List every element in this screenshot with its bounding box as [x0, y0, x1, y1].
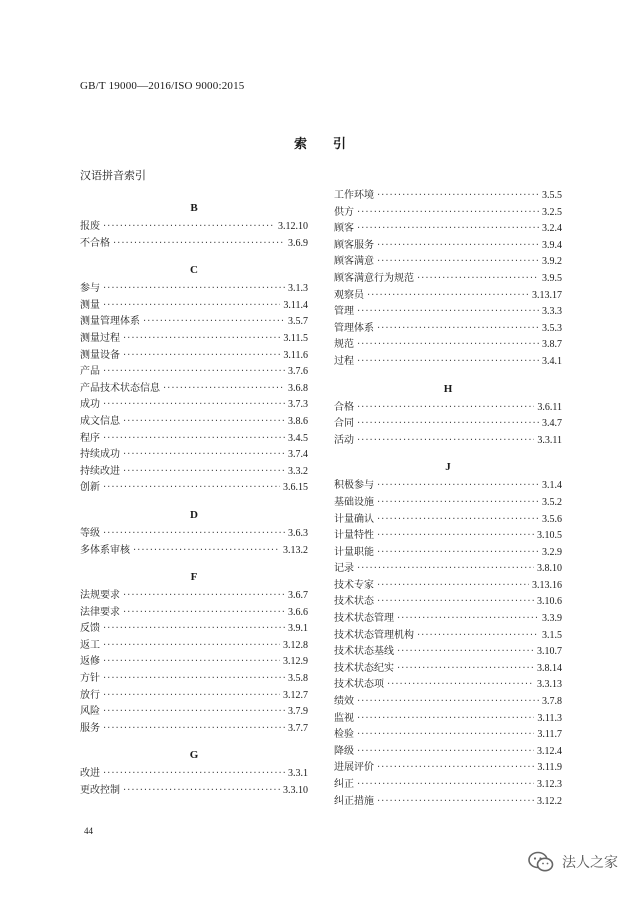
index-term: 基础设施 [334, 496, 374, 508]
index-entry [80, 298, 308, 315]
index-entry [80, 397, 308, 414]
index-term: 反馈 [80, 623, 100, 635]
leader-dots [103, 219, 275, 236]
index-reference: 3.5.6 [542, 513, 562, 525]
index-entry [80, 526, 308, 543]
index-entry [334, 416, 562, 433]
index-entry [80, 671, 308, 688]
leader-dots [357, 304, 539, 321]
index-entry [334, 794, 562, 811]
index-term: 测量管理体系 [80, 316, 140, 328]
index-reference: 3.3.13 [537, 679, 562, 691]
index-reference: 3.8.7 [542, 339, 562, 351]
index-reference: 3.12.8 [283, 639, 308, 651]
index-title-char: 索 [293, 137, 307, 152]
leader-dots [377, 594, 534, 611]
index-reference: 3.13.17 [532, 289, 562, 301]
index-term: 创新 [80, 482, 100, 494]
index-term: 纠正 [334, 779, 354, 790]
index-entry [334, 337, 562, 354]
index-entry [80, 605, 308, 622]
index-reference: 3.6.7 [288, 590, 308, 602]
index-term: 参与 [80, 283, 100, 295]
index-entry [80, 704, 308, 721]
leader-dots [357, 416, 539, 433]
index-term: 产品 [80, 366, 100, 378]
index-reference: 3.2.4 [542, 223, 562, 235]
section-letter: J [445, 461, 451, 474]
leader-dots [163, 381, 285, 398]
index-entry [80, 447, 308, 464]
leader-dots [377, 545, 539, 562]
index-term: 测量过程 [80, 332, 120, 344]
leader-dots [377, 578, 529, 595]
index-entry [80, 431, 308, 448]
index-entry [334, 711, 562, 728]
index-reference: 3.8.6 [288, 415, 308, 427]
index-entry [334, 478, 562, 495]
index-entry [334, 238, 562, 255]
index-term: 测量设备 [80, 349, 120, 361]
index-reference: 3.6.6 [288, 606, 308, 618]
index-term: 计量确认 [334, 513, 374, 525]
index-entry [334, 661, 562, 678]
index-term: 程序 [80, 432, 100, 444]
index-reference: 3.9.4 [542, 239, 562, 251]
index-reference: 3.4.1 [542, 355, 562, 367]
index-reference: 3.9.1 [288, 623, 308, 635]
leader-dots [103, 766, 285, 783]
index-subtitle: 汉语拼音索引 [80, 169, 146, 182]
index-entry [80, 348, 308, 365]
index-entry [80, 621, 308, 638]
index-reference: 3.7.8 [542, 696, 562, 708]
index-entry [334, 528, 562, 545]
leader-dots [103, 704, 285, 721]
index-term: 法规要求 [80, 590, 120, 602]
index-term: 绩效 [334, 696, 354, 708]
index-term: 持续成功 [80, 449, 120, 461]
index-entry [334, 594, 562, 611]
document-header: GB/T 19000—2016/ISO 9000:2015 [80, 80, 245, 92]
index-term: 合同 [334, 418, 354, 430]
index-reference: 3.5.8 [288, 673, 308, 685]
index-term: 降级 [334, 745, 354, 757]
index-reference: 3.11.3 [537, 712, 562, 724]
index-term: 计量特性 [334, 530, 374, 542]
page-number: 44 [84, 826, 93, 836]
index-term: 产品技术状态信息 [80, 382, 160, 394]
index-entry [334, 188, 562, 205]
leader-dots [397, 644, 534, 661]
index-entry [334, 644, 562, 661]
leader-dots [143, 314, 285, 331]
leader-dots [123, 447, 285, 464]
index-reference: 3.8.10 [537, 563, 562, 575]
leader-dots [103, 621, 285, 638]
index-reference: 3.10.6 [537, 596, 562, 608]
leader-dots [377, 760, 534, 777]
leader-dots [397, 611, 539, 628]
index-entry [334, 611, 562, 628]
index-term: 监视 [334, 712, 354, 724]
index-term: 规范 [334, 339, 354, 351]
index-entry [80, 766, 308, 783]
index-entry [334, 628, 562, 645]
leader-dots [367, 288, 529, 305]
section-letter: C [190, 264, 198, 277]
index-entry [80, 721, 308, 738]
index-reference: 3.7.3 [288, 399, 308, 411]
index-term: 顾客服务 [334, 239, 374, 251]
index-term: 管理体系 [334, 322, 374, 334]
leader-dots [103, 671, 285, 688]
index-entry [334, 727, 562, 744]
index-reference: 3.11.7 [537, 729, 562, 741]
index-title [0, 133, 640, 152]
index-reference: 3.5.5 [542, 190, 562, 201]
section-letter: F [190, 571, 198, 584]
index-term: 技术状态纪实 [334, 662, 394, 674]
index-term: 合格 [334, 401, 354, 413]
leader-dots [103, 526, 285, 543]
leader-dots [357, 694, 539, 711]
index-entry [334, 694, 562, 711]
index-reference: 3.10.7 [537, 646, 562, 658]
right-column [334, 188, 562, 810]
section-letter: D [190, 508, 198, 521]
leader-dots [377, 238, 539, 255]
leader-dots [377, 478, 539, 495]
index-entry [334, 433, 562, 450]
index-term: 方针 [80, 673, 100, 685]
leader-dots [103, 298, 280, 315]
index-reference: 3.5.2 [542, 496, 562, 508]
index-term: 活动 [334, 434, 354, 446]
index-term: 技术状态管理机构 [334, 629, 414, 641]
index-term: 等级 [80, 527, 100, 539]
index-entry [334, 760, 562, 777]
index-entry [334, 354, 562, 371]
index-term: 供方 [334, 206, 354, 218]
index-entry [80, 414, 308, 431]
leader-dots [357, 744, 534, 761]
index-term: 法律要求 [80, 606, 120, 618]
leader-dots [357, 561, 534, 578]
index-reference: 3.1.3 [288, 283, 308, 295]
index-term: 检验 [334, 729, 354, 741]
index-term: 风险 [80, 706, 100, 718]
index-entry [334, 578, 562, 595]
index-entry [80, 480, 308, 497]
index-reference: 3.13.16 [532, 579, 562, 591]
section-letter: B [190, 202, 198, 214]
index-reference: 3.11.6 [283, 349, 308, 361]
leader-dots [357, 337, 539, 354]
leader-dots [123, 348, 280, 365]
index-reference: 3.5.3 [542, 322, 562, 334]
index-term: 技术状态项 [334, 679, 384, 691]
index-term: 顾客满意行为规范 [334, 272, 414, 284]
index-entry [334, 400, 562, 417]
leader-dots [377, 528, 534, 545]
index-reference: 3.3.11 [537, 434, 562, 446]
leader-dots [103, 480, 280, 497]
leader-dots [377, 254, 539, 271]
index-term: 技术状态管理 [334, 613, 394, 625]
index-term: 积极参与 [334, 480, 374, 492]
index-reference: 3.12.7 [283, 689, 308, 701]
index-term: 成文信息 [80, 415, 120, 427]
leader-dots [123, 783, 280, 800]
index-term: 计量职能 [334, 546, 374, 558]
index-term: 不合格 [80, 237, 110, 249]
left-column [80, 190, 308, 800]
index-term: 顾客满意 [334, 256, 374, 268]
index-term: 技术状态基线 [334, 646, 394, 658]
index-entry [80, 783, 308, 800]
index-entry [80, 281, 308, 298]
index-reference: 3.7.4 [288, 449, 308, 461]
index-reference: 3.10.5 [537, 530, 562, 542]
leader-dots [103, 281, 285, 298]
index-title-char: 引 [333, 137, 347, 152]
watermark [528, 851, 618, 873]
leader-dots [417, 271, 539, 288]
index-reference: 3.3.1 [288, 768, 308, 780]
section-letter: H [443, 382, 453, 395]
index-reference: 3.12.10 [278, 221, 308, 232]
index-term: 工作环境 [334, 190, 374, 201]
index-reference: 3.9.5 [542, 272, 562, 284]
index-term: 过程 [334, 355, 354, 367]
leader-dots [357, 205, 539, 222]
index-term: 技术专家 [334, 579, 374, 591]
index-term: 报废 [80, 221, 100, 232]
index-reference: 3.7.7 [288, 722, 308, 734]
leader-dots [103, 688, 280, 705]
index-reference: 3.11.5 [283, 332, 308, 344]
leader-dots [103, 721, 285, 738]
leader-dots [123, 588, 285, 605]
index-term: 更改控制 [80, 785, 120, 797]
watermark-text: 法人之家 [562, 855, 618, 871]
index-entry [334, 495, 562, 512]
leader-dots [357, 727, 534, 744]
index-reference: 3.4.5 [288, 432, 308, 444]
index-entry [334, 561, 562, 578]
leader-dots [357, 354, 539, 371]
index-entry [334, 254, 562, 271]
index-term: 顾客 [334, 223, 354, 235]
index-reference: 3.11.9 [537, 762, 562, 774]
leader-dots [357, 400, 534, 417]
index-entry [80, 543, 308, 560]
index-term: 返修 [80, 656, 100, 668]
leader-dots [377, 188, 539, 205]
index-entry [334, 512, 562, 529]
index-entry [334, 271, 562, 288]
index-reference: 3.6.15 [283, 482, 308, 494]
index-entry [80, 236, 308, 253]
index-entry [80, 638, 308, 655]
index-reference: 3.7.9 [288, 706, 308, 718]
index-reference: 3.6.9 [288, 237, 308, 249]
index-reference: 3.11.4 [283, 299, 308, 311]
index-entry [334, 677, 562, 694]
index-term: 成功 [80, 399, 100, 411]
index-term: 服务 [80, 722, 100, 734]
leader-dots [357, 777, 534, 794]
index-entry [334, 744, 562, 761]
section-letter: G [189, 749, 199, 762]
index-reference: 3.7.6 [288, 366, 308, 378]
index-term: 纠正措施 [334, 795, 374, 807]
index-reference: 3.2.5 [542, 206, 562, 218]
leader-dots [357, 221, 539, 238]
index-entry [80, 314, 308, 331]
index-term: 多体系审核 [80, 544, 130, 556]
index-reference: 3.12.9 [283, 656, 308, 668]
leader-dots [357, 711, 534, 728]
index-reference: 3.12.4 [537, 745, 562, 757]
leader-dots [377, 794, 534, 811]
index-reference: 3.1.4 [542, 480, 562, 492]
index-term: 持续改进 [80, 465, 120, 477]
index-reference: 3.8.14 [537, 662, 562, 674]
index-reference: 3.6.3 [288, 527, 308, 539]
index-term: 测量 [80, 299, 100, 311]
index-reference: 3.5.7 [288, 316, 308, 328]
leader-dots [123, 414, 285, 431]
index-term: 技术状态 [334, 596, 374, 608]
index-entry [334, 321, 562, 338]
index-entry [334, 205, 562, 222]
index-entry [334, 304, 562, 321]
index-reference: 3.12.3 [537, 779, 562, 790]
index-reference: 3.3.9 [542, 613, 562, 625]
index-term: 进展评价 [334, 762, 374, 774]
index-reference: 3.3.2 [288, 465, 308, 477]
index-entry [80, 464, 308, 481]
index-term: 记录 [334, 563, 354, 575]
index-entry [80, 219, 308, 236]
leader-dots [377, 512, 539, 529]
index-entry [334, 288, 562, 305]
index-entry [80, 588, 308, 605]
leader-dots [397, 661, 534, 678]
index-term: 放行 [80, 689, 100, 701]
index-entry [334, 777, 562, 794]
leader-dots [123, 331, 280, 348]
leader-dots [357, 433, 534, 450]
index-entry [80, 364, 308, 381]
index-reference: 3.2.9 [542, 546, 562, 558]
leader-dots [113, 236, 285, 253]
index-reference: 3.6.8 [288, 382, 308, 394]
index-term: 管理 [334, 306, 354, 318]
index-reference: 3.4.7 [542, 418, 562, 430]
leader-dots [103, 364, 285, 381]
index-entry [80, 654, 308, 671]
index-reference: 3.3.3 [542, 306, 562, 318]
index-reference: 3.12.2 [537, 795, 562, 807]
leader-dots [377, 321, 539, 338]
index-reference: 3.9.2 [542, 256, 562, 268]
index-term: 观察员 [334, 289, 364, 301]
leader-dots [123, 605, 285, 622]
leader-dots [103, 654, 280, 671]
index-entry [80, 381, 308, 398]
leader-dots [133, 543, 280, 560]
leader-dots [417, 628, 539, 645]
leader-dots [387, 677, 534, 694]
leader-dots [377, 495, 539, 512]
wechat-icon [528, 851, 554, 873]
index-reference: 3.3.10 [283, 785, 308, 797]
index-entry [80, 331, 308, 348]
index-reference: 3.6.11 [537, 401, 562, 413]
index-entry [334, 545, 562, 562]
leader-dots [123, 464, 285, 481]
index-entry [80, 688, 308, 705]
index-reference: 3.1.5 [542, 629, 562, 641]
index-entry [334, 221, 562, 238]
index-term: 改进 [80, 768, 100, 780]
index-reference: 3.13.2 [283, 544, 308, 556]
leader-dots [103, 431, 285, 448]
leader-dots [103, 638, 280, 655]
index-term: 返工 [80, 639, 100, 651]
leader-dots [103, 397, 285, 414]
